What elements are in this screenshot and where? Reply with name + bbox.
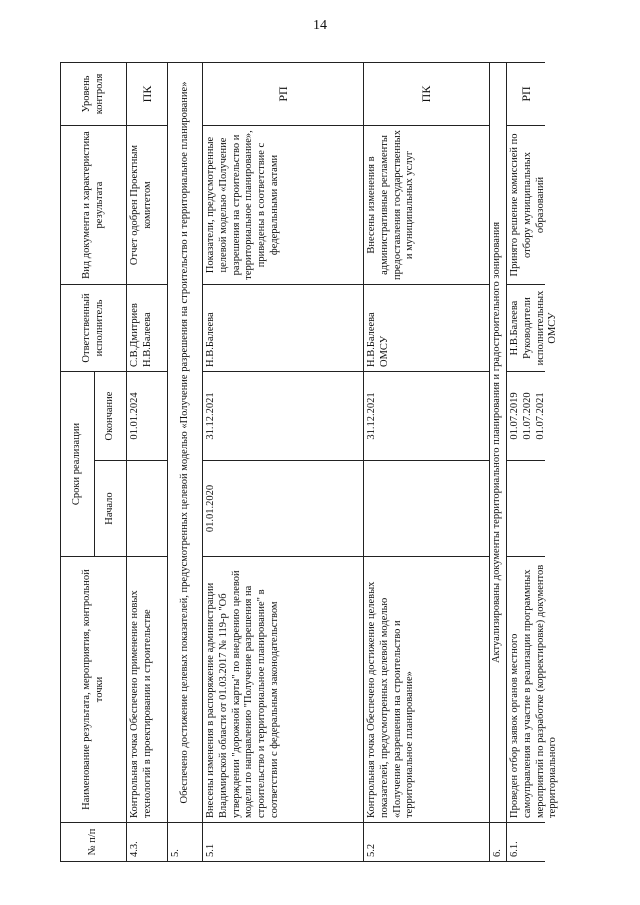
row-5-1-level: РП <box>202 62 364 126</box>
rotated-table <box>60 62 559 862</box>
schedule-table <box>60 62 559 862</box>
row-4-3-level: ПК <box>126 62 168 126</box>
row-4-3-end: 01.01.2024 <box>126 371 168 461</box>
header-num: № п/п <box>60 822 127 862</box>
row-4-3-start <box>126 460 168 557</box>
row-5-1-responsible: Н.В.Балеева <box>202 284 364 372</box>
row-6-1-level: РП <box>506 62 545 126</box>
header-end: Окончание <box>94 371 127 461</box>
section-6-num: 6. <box>489 822 507 862</box>
row-5-2-level: ПК <box>363 62 490 126</box>
header-document: Вид документа и характеристика результата <box>60 125 127 285</box>
row-4-3-num: 4.3. <box>126 822 168 862</box>
header-terms: Сроки реализации <box>60 371 95 557</box>
row-6-1-start <box>506 460 545 557</box>
row-5-1-num: 5.1 <box>202 822 364 862</box>
row-5-2-responsible: Н.В.Балеева ОМСУ <box>363 284 490 372</box>
row-5-2-num: 5.2 <box>363 822 490 862</box>
row-4-3-document: Отчет одобрен Проектным комитетом <box>126 125 168 285</box>
header-name: Наименование результата, мероприятия, контрольной точки <box>60 556 127 823</box>
header-start: Начало <box>94 460 127 557</box>
row-5-2-start <box>363 460 490 557</box>
row-4-3-name: Контрольная точка Обеспечено применение новых технологий в проектировании и строительстве <box>126 556 168 823</box>
row-6-1-num: 6.1. <box>506 822 545 862</box>
row-4-3-responsible: С.В.Дмитриев Н.В.Балеева <box>126 284 168 372</box>
header-level: Уровень контроля <box>60 62 127 126</box>
row-5-2-name: Контрольная точка Обеспечено достижение целевых показателей, предусмотренных целевой моделью «Получение разрешения на строительство и территориальное планирование» <box>363 556 490 823</box>
row-5-1-document: Показатели, предусмотренные целевой моделью «Получение разрешения на строительство и территориальное планирование», приведены в соответствие с федеральными актами <box>202 125 364 285</box>
section-5-title: Обеспечено достижение целевых показателей, предусмотренных целевой моделью «Получение разрешения на строительство и территориальное планирование» <box>167 62 203 823</box>
row-5-2-end: 31.12.2021 <box>363 371 490 461</box>
row-6-1-document: Принято решение комиссией по отбору муниципальных образований <box>506 125 545 285</box>
row-5-1-end: 31.12.2021 <box>202 371 364 461</box>
page-number: 14 <box>313 18 327 33</box>
section-5-num: 5. <box>167 822 203 862</box>
section-6-title: Актуализированы документы территориального планирования и градостроительного зонирования <box>489 62 507 823</box>
row-6-1-end: 01.07.2019 01.07.2020 01.07.2021 <box>506 371 545 461</box>
row-5-1-name: Внесены изменения в распоряжение администрации Владимирской области от 01.03.2017 № 119-р "Об утверждении "дорожной карты" по внедрению целевой модели по направлению "Получение разрешения на строительство и территориальное планирование" в соответствии с федеральным законодательством <box>202 556 364 823</box>
header-responsible: Ответственный исполнитель <box>60 284 127 372</box>
row-6-1-name: Проведен отбор заявок органов местного самоуправления на участие в реализации программных мероприятий по разработке (корректировке) документов территориального <box>506 556 545 823</box>
row-5-2-document: Внесены изменения в административные регламенты предоставления государственных и муниципальных услуг <box>363 125 490 285</box>
row-5-1-start: 01.01.2020 <box>202 460 364 557</box>
row-6-1-responsible: Н.В.Балеева Руководители исполнительных ОМСУ <box>506 284 545 372</box>
